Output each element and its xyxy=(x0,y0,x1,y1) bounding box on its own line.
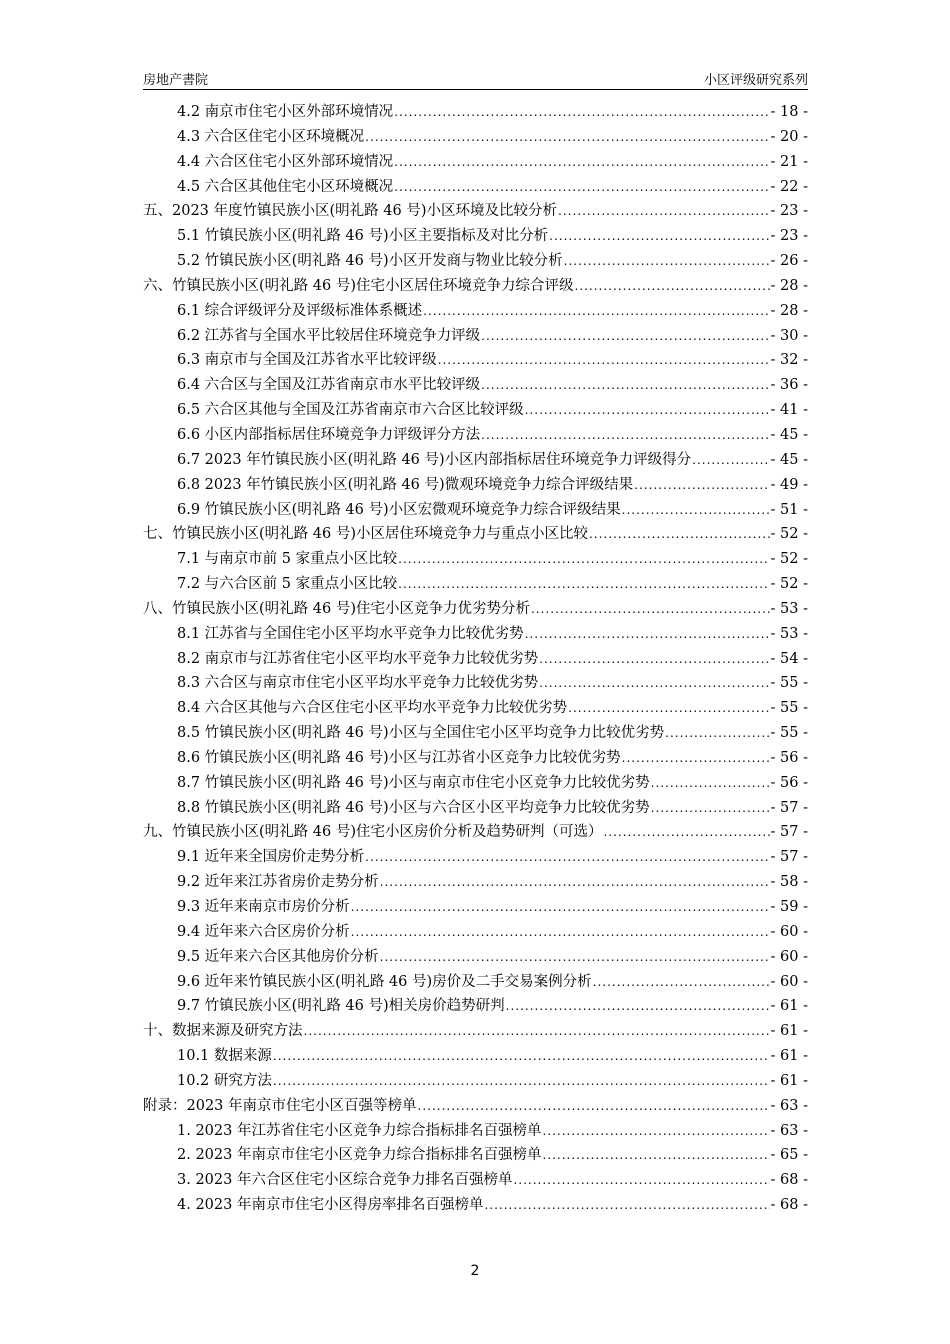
toc-entry-title: 4.2 南京市住宅小区外部环境情况 xyxy=(177,104,394,120)
toc-entry-title: 6.9 竹镇民族小区(明礼路 46 号)小区宏微观环境竞争力综合评级结果 xyxy=(177,501,621,518)
toc-dot-leader xyxy=(692,448,769,473)
toc-dot-leader xyxy=(365,125,769,150)
toc-dot-leader xyxy=(634,473,769,498)
toc-entry-title: 6.3 南京市与全国及江苏省水平比较评级 xyxy=(177,352,437,369)
toc-entry-title: 2. 2023 年南京市住宅小区竞争力综合指标排名百强榜单 xyxy=(177,1147,542,1164)
toc-entry-title: 6.2 江苏省与全国水平比较居住环境竞争力评级 xyxy=(177,327,481,344)
toc-entry-title: 六、竹镇民族小区(明礼路 46 号)住宅小区居住环境竞争力综合评级 xyxy=(143,277,574,294)
toc-entry[interactable] xyxy=(143,125,808,150)
toc-entry[interactable] xyxy=(143,1143,808,1168)
toc-dot-leader xyxy=(549,224,769,249)
toc-entry-title: 10.1 数据来源 xyxy=(177,1048,272,1065)
toc-entry-title: 8.5 竹镇民族小区(明礼路 46 号)小区与全国住宅小区平均竞争力比较优劣势 xyxy=(177,725,665,742)
toc-entry-page: - 68 - xyxy=(770,1172,808,1189)
toc-entry-page: - 45 - xyxy=(770,426,808,443)
toc-entry-title: 8.8 竹镇民族小区(明礼路 46 号)小区与六合区小区平均竞争力比较优劣势 xyxy=(177,799,650,816)
toc-dot-leader xyxy=(481,324,769,349)
toc-entry-title: 9.3 近年来南京市房价分析 xyxy=(177,899,350,915)
toc-entry[interactable] xyxy=(143,920,808,945)
toc-dot-leader xyxy=(398,572,769,597)
toc-entry-title: 4.4 六合区住宅小区外部环境情况 xyxy=(177,153,394,170)
header-series: 小区评级研究系列 xyxy=(703,73,808,88)
toc-entry-title: 8.6 竹镇民族小区(明礼路 46 号)小区与江苏省小区竞争力比较优劣势 xyxy=(177,749,621,766)
toc-entry[interactable] xyxy=(143,622,808,647)
toc-entry-page: - 26 - xyxy=(770,253,808,270)
toc-dot-leader xyxy=(380,870,770,895)
toc-entry[interactable] xyxy=(143,970,808,995)
toc-entry-title: 6.6 小区内部指标居住环境竞争力评级评分方法 xyxy=(177,426,481,443)
toc-entry[interactable] xyxy=(143,175,808,200)
toc-entry-title: 八、竹镇民族小区(明礼路 46 号)住宅小区竞争力优劣势分析 xyxy=(143,600,530,617)
toc-dot-leader xyxy=(351,895,770,920)
header-publisher: 房地产書院 xyxy=(143,73,209,88)
toc-entry[interactable] xyxy=(143,1044,808,1069)
toc-entry-title: 十、数据来源及研究方法 xyxy=(143,1023,303,1040)
toc-entry[interactable] xyxy=(143,1019,808,1044)
toc-dot-leader xyxy=(438,348,770,373)
toc-entry[interactable] xyxy=(143,1168,808,1193)
toc-entry-title: 9.4 近年来六合区房价分析 xyxy=(177,923,350,940)
toc-entry-title: 6.5 六合区其他与全国及江苏省南京市六合区比较评级 xyxy=(177,402,524,419)
toc-dot-leader xyxy=(539,671,769,696)
toc-entry-page: - 30 - xyxy=(770,327,808,344)
toc-dot-leader xyxy=(394,100,769,125)
toc-entry[interactable] xyxy=(143,324,808,349)
toc-dot-leader xyxy=(531,597,770,622)
toc-entry-page: - 57 - xyxy=(770,849,808,866)
toc-entry-title: 七、竹镇民族小区(明礼路 46 号)小区居住环境竞争力与重点小区比较 xyxy=(143,526,588,543)
toc-dot-leader xyxy=(651,796,770,821)
toc-entry[interactable] xyxy=(143,224,808,249)
page-number: 2 xyxy=(470,1263,480,1279)
toc-entry[interactable] xyxy=(143,249,808,274)
toc-entry[interactable] xyxy=(143,647,808,672)
toc-dot-leader xyxy=(622,498,770,523)
toc-entry-page: - 60 - xyxy=(770,948,808,965)
toc-dot-leader xyxy=(481,373,769,398)
toc-entry-title: 1. 2023 年江苏省住宅小区竞争力综合指标排名百强榜单 xyxy=(177,1122,542,1139)
toc-entry-title: 4. 2023 年南京市住宅小区得房率排名百强榜单 xyxy=(177,1197,484,1214)
toc-entry-title: 9.6 近年来竹镇民族小区(明礼路 46 号)房价及二手交易案例分析 xyxy=(177,973,592,990)
toc-dot-leader xyxy=(273,1069,770,1094)
toc-dot-leader xyxy=(589,522,770,547)
toc-entry-title: 九、竹镇民族小区(明礼路 46 号)住宅小区房价分析及趋势研判（可选） xyxy=(143,824,603,841)
toc-entry-page: - 23 - xyxy=(770,228,808,245)
toc-dot-leader xyxy=(539,647,769,672)
toc-entry-page: - 56 - xyxy=(770,749,808,766)
toc-dot-leader xyxy=(542,1119,769,1144)
toc-dot-leader xyxy=(481,423,769,448)
toc-dot-leader xyxy=(418,1094,770,1119)
toc-entry-page: - 61 - xyxy=(770,1023,808,1040)
toc-entry-page: - 63 - xyxy=(770,1122,808,1139)
toc-entry[interactable] xyxy=(143,547,808,572)
toc-entry-page: - 22 - xyxy=(770,178,808,195)
toc-entry[interactable] xyxy=(143,498,808,523)
toc-entry[interactable] xyxy=(143,796,808,821)
toc-entry[interactable] xyxy=(143,696,808,721)
toc-entry-title: 8.7 竹镇民族小区(明礼路 46 号)小区与南京市住宅小区竞争力比较优劣势 xyxy=(177,774,650,791)
toc-entry[interactable] xyxy=(143,994,808,1019)
toc-entry[interactable] xyxy=(143,671,808,696)
toc-entry[interactable] xyxy=(143,373,808,398)
toc-entry-title: 8.1 江苏省与全国住宅小区平均水平竞争力比较优劣势 xyxy=(177,625,524,642)
toc-entry-page: - 52 - xyxy=(770,576,808,593)
toc-dot-leader xyxy=(423,299,769,324)
toc-dot-leader xyxy=(564,249,770,274)
toc-entry-page: - 58 - xyxy=(770,874,808,891)
toc-dot-leader xyxy=(542,1143,769,1168)
toc-entry[interactable] xyxy=(143,1069,808,1094)
toc-entry-title: 3. 2023 年六合区住宅小区综合竞争力排名百强榜单 xyxy=(177,1172,513,1189)
toc-entry-page: - 18 - xyxy=(770,104,808,120)
toc-dot-leader xyxy=(365,845,769,870)
toc-entry-page: - 51 - xyxy=(770,501,808,518)
toc-entry-page: - 23 - xyxy=(770,203,808,220)
toc-entry-title: 9.2 近年来江苏省房价走势分析 xyxy=(177,874,379,891)
toc-entry-page: - 60 - xyxy=(770,973,808,990)
toc-entry-title: 6.8 2023 年竹镇民族小区(明礼路 46 号)微观环境竞争力综合评级结果 xyxy=(177,476,634,493)
toc-entry[interactable] xyxy=(143,746,808,771)
toc-entry-page: - 55 - xyxy=(770,700,808,717)
toc-entry[interactable] xyxy=(143,150,808,175)
toc-entry[interactable] xyxy=(143,423,808,448)
toc-dot-leader xyxy=(506,994,770,1019)
toc-entry[interactable] xyxy=(143,721,808,746)
toc-entry[interactable] xyxy=(143,597,808,622)
toc-entry-page: - 52 - xyxy=(770,526,808,543)
toc-entry[interactable] xyxy=(143,771,808,796)
toc-entry-title: 7.2 与六合区前 5 家重点小区比较 xyxy=(177,576,398,593)
toc-entry-title: 9.5 近年来六合区其他房价分析 xyxy=(177,948,379,965)
table-of-contents xyxy=(143,100,808,1218)
toc-entry-title: 8.4 六合区其他与六合区住宅小区平均水平竞争力比较优劣势 xyxy=(177,700,568,717)
toc-dot-leader xyxy=(394,150,769,175)
toc-entry-page: - 63 - xyxy=(770,1097,808,1114)
toc-entry-page: - 68 - xyxy=(770,1197,808,1214)
toc-entry-page: - 32 - xyxy=(770,352,808,369)
toc-entry-page: - 20 - xyxy=(770,128,808,145)
toc-entry-title: 5.1 竹镇民族小区(明礼路 46 号)小区主要指标及对比分析 xyxy=(177,228,549,245)
toc-dot-leader xyxy=(622,746,770,771)
toc-entry[interactable] xyxy=(143,348,808,373)
toc-entry[interactable] xyxy=(143,199,808,224)
toc-entry-title: 5.2 竹镇民族小区(明礼路 46 号)小区开发商与物业比较分析 xyxy=(177,253,563,270)
toc-entry-title: 6.7 2023 年竹镇民族小区(明礼路 46 号)小区内部指标居住环境竞争力评级得分 xyxy=(177,451,692,468)
toc-entry-page: - 57 - xyxy=(770,824,808,841)
toc-entry-title: 9.1 近年来全国房价走势分析 xyxy=(177,849,365,866)
toc-entry-title: 10.2 研究方法 xyxy=(177,1072,272,1089)
toc-dot-leader xyxy=(651,771,770,796)
page-header xyxy=(143,67,808,90)
toc-entry-page: - 54 - xyxy=(770,650,808,667)
toc-dot-leader xyxy=(380,945,770,970)
toc-entry-page: - 55 - xyxy=(770,725,808,742)
toc-entry[interactable] xyxy=(143,100,808,125)
toc-entry-page: - 36 - xyxy=(770,377,808,394)
toc-entry[interactable] xyxy=(143,870,808,895)
toc-entry[interactable] xyxy=(143,895,808,920)
toc-entry[interactable] xyxy=(143,522,808,547)
toc-dot-leader xyxy=(574,274,769,299)
toc-entry-page: - 28 - xyxy=(770,302,808,319)
toc-dot-leader xyxy=(568,696,769,721)
toc-entry-page: - 52 - xyxy=(770,551,808,568)
toc-entry-title: 9.7 竹镇民族小区(明礼路 46 号)相关房价趋势研判 xyxy=(177,998,505,1015)
toc-dot-leader xyxy=(665,721,769,746)
toc-entry-title: 4.3 六合区住宅小区环境概况 xyxy=(177,128,365,145)
toc-entry-page: - 65 - xyxy=(770,1147,808,1164)
toc-entry-page: - 41 - xyxy=(770,402,808,419)
toc-entry-page: - 61 - xyxy=(770,998,808,1015)
toc-entry[interactable] xyxy=(143,820,808,845)
toc-entry-title: 7.1 与南京市前 5 家重点小区比较 xyxy=(177,551,398,568)
toc-entry-page: - 61 - xyxy=(770,1072,808,1089)
toc-entry-title: 8.3 六合区与南京市住宅小区平均水平竞争力比较优劣势 xyxy=(177,675,539,692)
toc-entry-title: 附录：2023 年南京市住宅小区百强等榜单 xyxy=(143,1097,417,1114)
toc-entry[interactable] xyxy=(143,398,808,423)
toc-dot-leader xyxy=(273,1044,770,1069)
toc-dot-leader xyxy=(593,970,770,995)
toc-entry[interactable] xyxy=(143,845,808,870)
toc-dot-leader xyxy=(484,1193,769,1218)
toc-entry-title: 4.5 六合区其他住宅小区环境概况 xyxy=(177,178,394,195)
toc-entry-page: - 21 - xyxy=(770,153,808,170)
toc-entry-page: - 49 - xyxy=(770,476,808,493)
toc-entry-page: - 55 - xyxy=(770,675,808,692)
toc-dot-leader xyxy=(603,820,769,845)
toc-dot-leader xyxy=(304,1019,770,1044)
toc-entry[interactable] xyxy=(143,1119,808,1144)
toc-dot-leader xyxy=(394,175,769,200)
toc-entry[interactable] xyxy=(143,572,808,597)
toc-entry[interactable] xyxy=(143,274,808,299)
toc-entry-page: - 45 - xyxy=(770,451,808,468)
toc-dot-leader xyxy=(398,547,769,572)
toc-entry[interactable] xyxy=(143,448,808,473)
toc-entry-page: - 28 - xyxy=(770,277,808,294)
toc-dot-leader xyxy=(351,920,770,945)
toc-entry-title: 6.1 综合评级评分及评级标准体系概述 xyxy=(177,302,423,319)
toc-dot-leader xyxy=(558,199,770,224)
toc-entry-page: - 59 - xyxy=(770,899,808,915)
toc-dot-leader xyxy=(513,1168,769,1193)
toc-entry-page: - 56 - xyxy=(770,774,808,791)
toc-entry[interactable] xyxy=(143,1094,808,1119)
toc-entry-page: - 53 - xyxy=(770,600,808,617)
toc-entry-title: 8.2 南京市与江苏省住宅小区平均水平竞争力比较优劣势 xyxy=(177,650,539,667)
toc-entry-title: 五、2023 年度竹镇民族小区(明礼路 46 号)小区环境及比较分析 xyxy=(143,203,557,220)
toc-entry-page: - 60 - xyxy=(770,923,808,940)
toc-entry[interactable] xyxy=(143,473,808,498)
toc-dot-leader xyxy=(525,622,770,647)
toc-entry-title: 6.4 六合区与全国及江苏省南京市水平比较评级 xyxy=(177,377,481,394)
toc-entry[interactable] xyxy=(143,1193,808,1218)
toc-entry-page: - 57 - xyxy=(770,799,808,816)
toc-entry[interactable] xyxy=(143,945,808,970)
toc-entry[interactable] xyxy=(143,299,808,324)
toc-dot-leader xyxy=(525,398,770,423)
toc-entry-page: - 53 - xyxy=(770,625,808,642)
toc-entry-page: - 61 - xyxy=(770,1048,808,1065)
